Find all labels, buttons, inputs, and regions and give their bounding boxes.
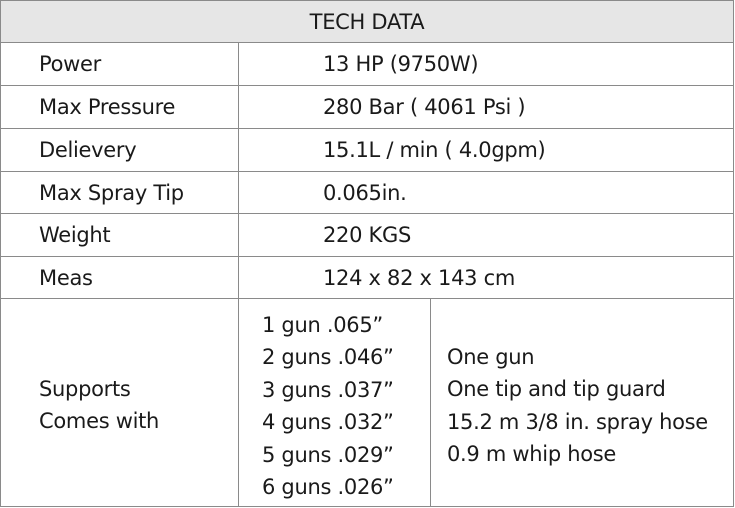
row-value: 220 KGS	[323, 223, 412, 247]
table-row-power	[1, 43, 733, 86]
table-row-max-spray-tip	[1, 172, 733, 214]
supports-comes-with-labels	[39, 373, 159, 438]
row-label: Max Pressure	[39, 95, 176, 119]
table-row-delivery	[1, 129, 733, 172]
list-item: 15.2 m 3/8 in. spray hose	[447, 409, 708, 434]
row-value: 0.065in.	[323, 180, 407, 205]
row-value: 124 x 82 x 143 cm	[323, 265, 516, 290]
list-item: 0.9 m whip hose	[447, 442, 617, 467]
list-item: 6 guns .026”	[262, 475, 394, 500]
list-item: One gun	[447, 345, 535, 369]
list-item: 3 guns .037”	[262, 377, 394, 402]
row-label: Max Spray Tip	[39, 180, 184, 205]
list-item: 4 guns .032”	[262, 410, 394, 435]
row-label: Weight	[39, 223, 111, 247]
supports-label: Supports	[39, 377, 131, 401]
table-row-weight	[1, 214, 733, 257]
row-value: 15.1L / min ( 4.0gpm)	[323, 138, 546, 162]
table-row-meas	[1, 257, 733, 299]
row-value: 13 HP (9750W)	[323, 52, 479, 76]
table-row-max-pressure	[1, 86, 733, 129]
row-label: Delievery	[39, 138, 137, 162]
list-item: 5 guns .029”	[262, 442, 394, 467]
supports-list	[262, 309, 394, 503]
list-item: One tip and tip guard	[447, 377, 666, 402]
column-divider	[238, 43, 239, 507]
table-title: TECH DATA	[1, 1, 733, 43]
comes-with-list	[447, 341, 708, 471]
list-item: 2 guns .046”	[262, 345, 394, 370]
comes-with-label: Comes with	[39, 409, 160, 434]
list-item: 1 gun .065”	[262, 313, 383, 337]
row-value: 280 Bar ( 4061 Psi )	[323, 95, 526, 119]
row-label: Meas	[39, 265, 93, 290]
column-divider-secondary	[430, 299, 431, 507]
row-label: Power	[39, 52, 101, 76]
